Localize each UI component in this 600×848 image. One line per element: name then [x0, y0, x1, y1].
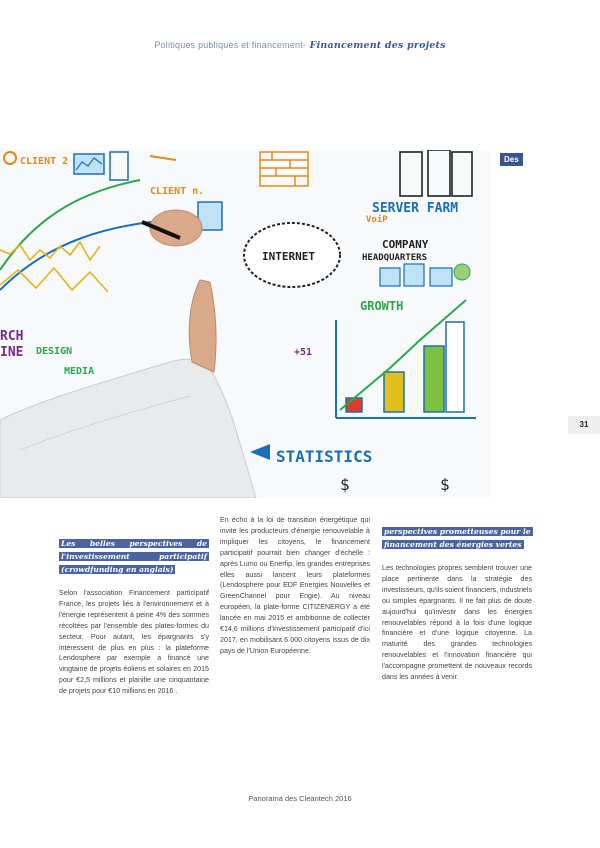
- label-growth: GROWTH: [360, 299, 404, 313]
- label-media: MEDIA: [64, 366, 95, 377]
- label-plus51: +51: [294, 347, 313, 358]
- label-voip: VoiP: [366, 215, 388, 225]
- whiteboard-photo: [0, 150, 490, 498]
- page-footer: Panorama des Cleantech 2016: [248, 794, 352, 803]
- label-company: COMPANY: [382, 238, 429, 251]
- column-2: [220, 515, 370, 665]
- whiteboard-illustration: [0, 150, 490, 498]
- column-1-heading: Les belles perspectives de l'investissement participatif (crowdfunding en anglais): [61, 539, 207, 574]
- cutoff-heading-tag: Des: [500, 153, 523, 166]
- label-clientn: CLIENT n.: [150, 186, 205, 197]
- label-rch: RCH: [0, 329, 24, 344]
- label-ine: INE: [0, 345, 24, 360]
- label-statistics: STATISTICS: [276, 447, 373, 466]
- page-number: 31: [568, 416, 600, 434]
- column-3-body: Les technologies propres semblent trouver une place pertinente dans la stratégie des investisseurs, qu'ils soient financiers, industriels ou simples épargnants. Il ne fait plus de doute aujourd'hui qu'investir dans les énergies renouvelables répond à la fois d'une logique financière et d'une logique citoyenne. La maturité des grandes technologies renouvelables et l'innovation financière qui l'accompagne promettent de nouveaux records dans les années à venir.: [382, 564, 532, 682]
- running-header: [0, 40, 600, 51]
- column-1: [59, 515, 209, 705]
- label-dollar-2: $: [440, 475, 450, 494]
- column-1-heading-wrap: [59, 537, 209, 576]
- label-hq: HEADQUARTERS: [362, 253, 428, 263]
- header-section: Politiques publiques et financement-: [154, 40, 307, 50]
- column-2-body: En écho à la loi de transition énergétique qui invite les producteurs d'énergie renouvelable à impliquer les citoyens, le financement participatif pourrait bien changer d'échelle : après Lumo ou Enerfip, les grandes entreprises elles aussi lancent leurs plateformes (Lendosphere pour EDF Energies Nouvelles et GreenChannel pour Engie). Au niveau européen, la plate-forme CITIZENERGY a été lancée en mai 2015 et ambitionne de collecter €14,6 millions d'investissement participatif d'ici 2017, en mobilisant 6 000 citoyens issus de dix pays de l'Union Européenne.: [220, 516, 370, 655]
- label-client2: CLIENT 2: [20, 156, 69, 167]
- column-3-heading-wrap: [382, 525, 532, 551]
- label-server: SERVER FARM: [372, 201, 459, 216]
- column-3: [382, 515, 532, 691]
- label-design: DESIGN: [36, 346, 73, 357]
- column-3-heading: perspectives prometteuses pour le financement des énergies vertes: [384, 527, 531, 549]
- label-dollar-1: $: [340, 475, 350, 494]
- column-1-body: Selon l'association Financement participatif France, les projets liés à l'environnement et à l'énergie représentent à peine 4% des sommes récoltées par l'ensemble des plates-formes du secteur. Pour autant, les épargnants s'y intéressent de plus en plus : la plateforme Lendosphere par exemple a financé une vingtaine de projets éoliens et solaires en 2015 pour €2,5 millions et planifie une cinquantaine de projets pour €10 millions en 2016 .: [59, 589, 209, 696]
- label-internet: INTERNET: [262, 250, 315, 263]
- header-title: Financement des projets: [306, 40, 446, 51]
